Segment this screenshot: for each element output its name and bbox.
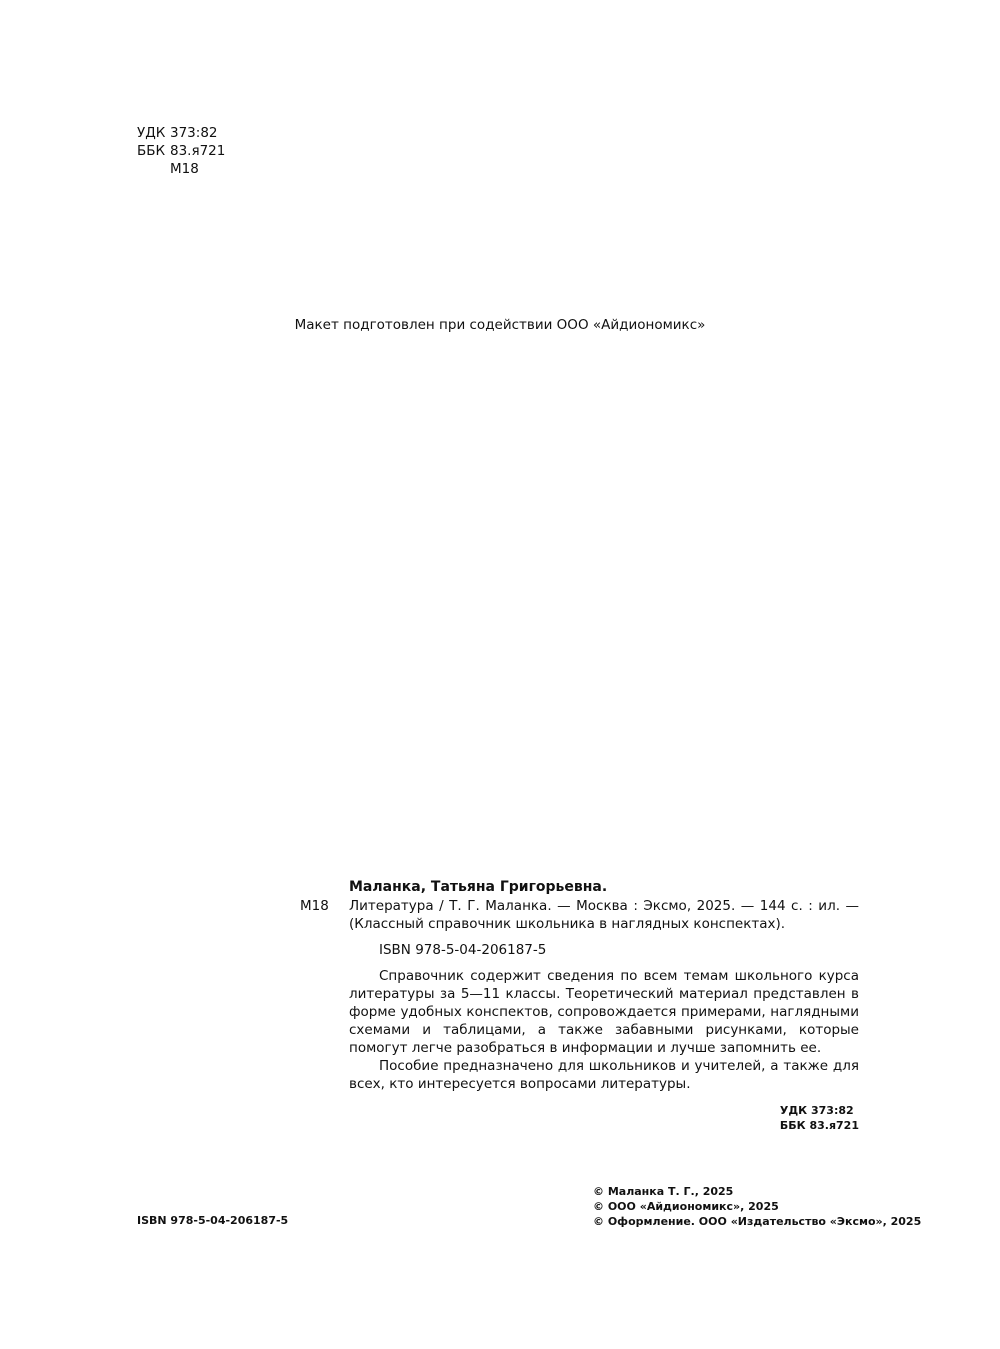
copyright-line: © ООО «Айдиономикс», 2025: [593, 1200, 779, 1213]
annotation: [349, 967, 859, 1093]
bbk-code: ББК 83.я721: [779, 1119, 859, 1132]
copyright-line: © Маланка Т. Г., 2025: [593, 1185, 734, 1198]
bottom-isbn: ISBN 978-5-04-206187-5: [137, 1214, 289, 1227]
annotation-paragraph: Справочник содержит сведения по всем темам школьного курса литературы за 5—11 классы. Теоретический материал представлен в форме удобных конспектов, сопровождается примерами, наглядными схемами и таблицами, а также забавными рисунками, которые помогут легче разобраться в информации и лучше запомнить ее.: [349, 968, 859, 1056]
udk-label: УДК: [137, 125, 166, 141]
catalog-author-mark: М18: [300, 898, 329, 914]
udk-row: [137, 124, 225, 142]
copyright-line: © Оформление. ООО «Издательство «Эксмо», 2025: [593, 1215, 922, 1228]
bibliographic-description: Литература / Т. Г. Маланка. — Москва : Эксмо, 2025. — 144 с. : ил. — (Классный справочник школьника в наглядных конспектах).: [349, 898, 859, 932]
udk-code: УДК 373:82: [779, 1104, 854, 1117]
annotation-paragraph: Пособие предназначено для школьников и учителей, а также для всех, кто интересуется вопросами литературы.: [349, 1058, 859, 1092]
classification-block: [137, 124, 225, 178]
bbk-value: 83.я721: [170, 143, 226, 159]
bbk-row: [137, 142, 225, 160]
catalog-author: Маланка, Татьяна Григорьевна.: [349, 879, 608, 895]
udk-value: 373:82: [170, 125, 218, 141]
prepared-note: Макет подготовлен при содействии ООО «Айдиономикс»: [294, 317, 706, 333]
author-mark: М18: [170, 161, 199, 177]
catalog-isbn: ISBN 978-5-04-206187-5: [379, 942, 547, 958]
catalog-card: [349, 877, 859, 1093]
index-codes: [780, 1103, 859, 1133]
copyright-block: [593, 1184, 921, 1229]
author-mark-row: [137, 160, 225, 178]
bbk-label: ББК: [137, 143, 166, 159]
